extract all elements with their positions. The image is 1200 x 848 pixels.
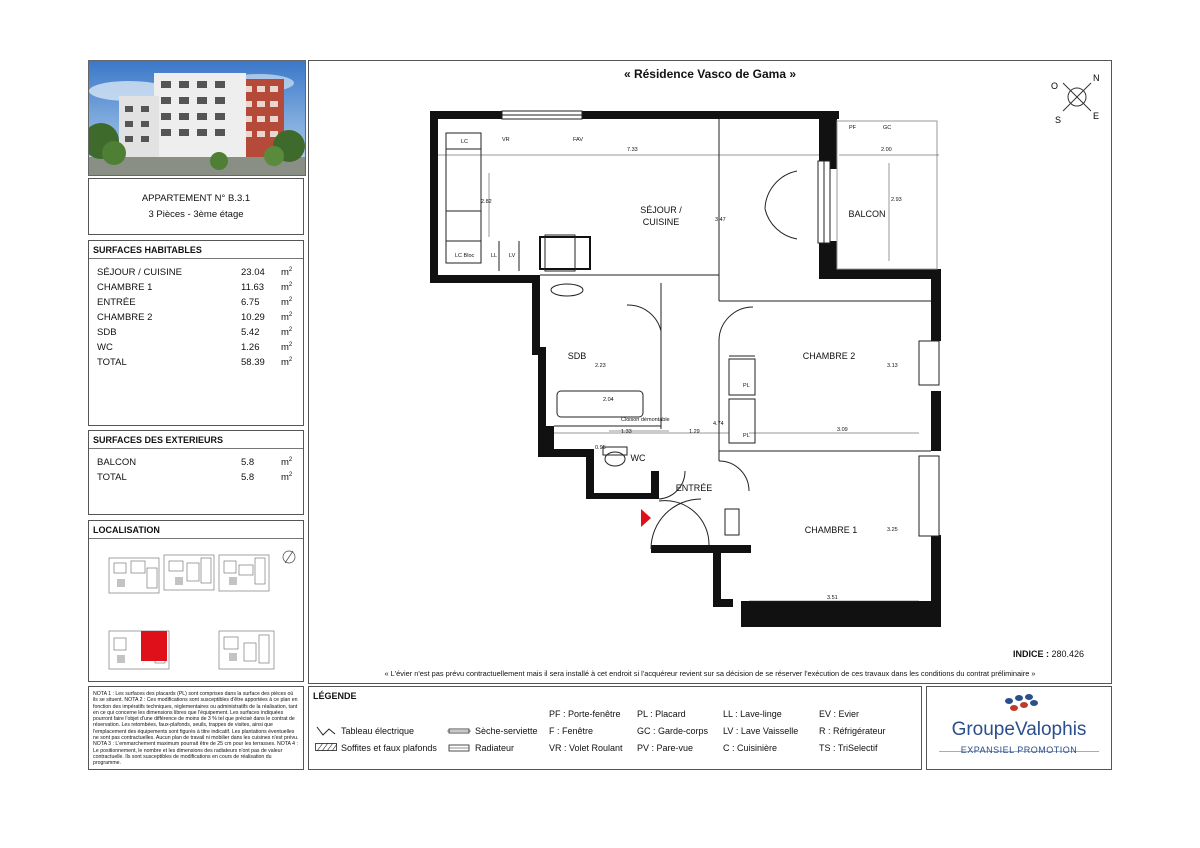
localisation-panel xyxy=(88,520,304,682)
dim-balcon-width: 2.00 xyxy=(881,147,892,153)
logo-brand-a: Groupe xyxy=(951,719,1015,740)
fixture-gc: GC xyxy=(883,125,892,131)
hab-value: 5.42 xyxy=(241,327,260,338)
hab-row xyxy=(97,282,297,293)
notes-text: NOTA 1 : Les surfaces des placards (PL) sont comprises dans la surface des pièces où ils se situent. NOTA 2 : Ces modifications sont susceptibles d'être apportées à ce plan en fonction des impératifs techniques, réglementaires ou administratifs de la réalisation, tant en ce qui concerne les dimensions libres que l'équipement. Les surfaces indiquées pourront faire l'objet d'une différence de moins de 3 % tel que précisé dans le contrat de réservation. Les retombées, faux-plafonds, seuils, trappes de visites, ainsi que l'emplacement des équipements sont figurés à titre indicatif. Les plantations éventuelles ne sont pas contractuelles. Aucun plan de travail ni mobilier dans les cuisines n'est prévu. NOTA 3 : L'emmarchement maximum pourrait être de 25 cm pour les terrasses. NOTA 4 : Le positionnement, le nombre et les dimensions des radiateurs n'ont pas de valeur contractuelle. Ils sont susceptibles de modifications en cours de réalisation du programme. xyxy=(93,691,299,767)
legend-pf: PF : Porte-fenêtre xyxy=(549,709,621,719)
apartment-info xyxy=(88,178,304,235)
room-entree: ENTRÉE xyxy=(675,483,713,493)
indice-value: 280.426 xyxy=(1051,649,1085,659)
hab-label: SDB xyxy=(97,327,117,338)
fixture-lc: LC xyxy=(461,139,469,145)
hab-unit: $m^2$ xyxy=(281,297,293,309)
tableau-electrique-icon xyxy=(315,725,337,737)
apartment-number: APPARTEMENT N° B.3.1 xyxy=(141,193,251,204)
hab-value: 11.63 xyxy=(241,282,265,293)
valophis-logo-icon xyxy=(999,693,1045,715)
dim-balcon-depth: 2.93 xyxy=(891,197,902,203)
fixture-vr: VR xyxy=(502,137,510,143)
hab-row xyxy=(97,357,297,368)
legend-tableau: Tableau électrique xyxy=(341,726,415,736)
ext-unit: $m^2$ xyxy=(281,472,293,484)
room-sejour: SÉJOUR / xyxy=(640,205,682,215)
fixture-pl-1: PL xyxy=(743,383,750,389)
dim-corr-h: 4.74 xyxy=(713,421,724,427)
ext-label: BALCON xyxy=(97,457,137,468)
room-chambre1: CHAMBRE 1 xyxy=(804,525,858,535)
building-photo xyxy=(88,60,306,176)
radiateur-icon xyxy=(447,744,471,752)
fixture-lv: LV xyxy=(509,253,516,259)
legend-ts: TS : TriSelectif xyxy=(819,743,878,753)
legend-pv: PV : Pare-vue xyxy=(637,743,694,753)
compass-s: S xyxy=(1055,115,1062,125)
compass-o: O xyxy=(1051,81,1059,91)
localisation-title: LOCALISATION xyxy=(89,521,303,539)
hab-value: 6.75 xyxy=(241,297,260,308)
logo-panel xyxy=(926,686,1112,770)
compass-n: N xyxy=(1093,73,1100,83)
entrance-marker xyxy=(641,509,651,527)
fixture-lc-bloc: LC Bloc xyxy=(455,253,475,259)
fixture-ll: LL xyxy=(491,253,498,259)
hab-label: ENTRÉE xyxy=(97,297,136,308)
soffites-icon xyxy=(315,743,337,751)
ext-row xyxy=(97,457,297,468)
room-sdb: SDB xyxy=(567,351,587,361)
hab-unit: $m^2$ xyxy=(281,282,293,294)
compass-e: E xyxy=(1093,111,1100,121)
room-balcon: BALCON xyxy=(848,209,886,219)
hab-value: 1.26 xyxy=(241,342,260,353)
dim-ch1-width: 3.51 xyxy=(827,595,838,601)
legend-ll: LL : Lave-linge xyxy=(723,709,782,719)
hab-row xyxy=(97,267,297,278)
surfaces-exterieurs-panel xyxy=(88,430,304,515)
legend-f: F : Fenêtre xyxy=(549,726,594,736)
logo-subtitle: EXPANSIEL PROMOTION xyxy=(960,745,1078,755)
dim-ch2-depth: 3.13 xyxy=(887,363,898,369)
room-cuisine: CUISINE xyxy=(642,217,680,227)
legend-title: LÉGENDE xyxy=(313,691,357,701)
legend-vr: VR : Volet Roulant xyxy=(549,743,623,753)
dim-ch2-width: 3.09 xyxy=(837,427,848,433)
legend-gc: GC : Garde-corps xyxy=(637,726,709,736)
dim-sdb-depth: 2.23 xyxy=(595,363,606,369)
legend-soffites: Soffites et faux plafonds xyxy=(341,743,437,753)
hab-value: 23.04 xyxy=(241,267,265,278)
indice xyxy=(1013,649,1084,659)
ext-label: TOTAL xyxy=(97,472,127,483)
legend-panel xyxy=(308,686,922,770)
hab-value: 58.39 xyxy=(241,357,265,368)
disclaimer: « L'évier n'est pas prévu contractuellement mais il sera installé à cet endroit si l'acquéreur revient sur sa décision de se réserver l'exécution de ces travaux dans les conditions du contrat préliminaire » xyxy=(384,669,1036,678)
hab-label: SÉJOUR / CUISINE xyxy=(97,267,182,278)
hab-row xyxy=(97,342,297,353)
dim-corr1: 1.33 xyxy=(621,429,632,435)
surfaces-habitables-title: SURFACES HABITABLES xyxy=(89,241,303,259)
hab-row xyxy=(97,327,297,338)
fixture-fav: FAV xyxy=(573,137,583,143)
ext-value: 5.8 xyxy=(241,457,255,468)
dim-bath: 2.04 xyxy=(603,397,614,403)
hab-label: TOTAL xyxy=(97,357,127,368)
room-chambre2: CHAMBRE 2 xyxy=(802,351,856,361)
legend-ev: EV : Evier xyxy=(819,709,860,719)
dim-sejour-width: 7.33 xyxy=(627,147,638,153)
legend-radiateur: Radiateur xyxy=(475,743,515,753)
ext-unit: $m^2$ xyxy=(281,457,293,469)
hab-label: CHAMBRE 1 xyxy=(97,282,153,293)
seche-serviette-icon xyxy=(447,727,471,735)
dim-corr2: 1.29 xyxy=(689,429,700,435)
residence-title: « Résidence Vasco de Gama » xyxy=(623,67,797,81)
surfaces-habitables-panel xyxy=(88,240,304,426)
fixture-pl-2: PL xyxy=(743,433,750,439)
legend-r: R : Réfrigérateur xyxy=(819,726,886,736)
hab-unit: $m^2$ xyxy=(281,312,293,324)
room-wc: WC xyxy=(630,453,646,463)
legend-c: C : Cuisinière xyxy=(723,743,778,753)
indice-label: INDICE : xyxy=(1013,649,1049,659)
hab-value: 10.29 xyxy=(241,312,265,323)
logo-brand xyxy=(927,719,1111,741)
ext-row xyxy=(97,472,297,483)
dim-wc: 0.95 xyxy=(595,445,606,451)
hab-unit: $m^2$ xyxy=(281,267,293,279)
notes-panel xyxy=(88,686,304,770)
dim-sejour-depth: 2.82 xyxy=(481,199,492,205)
dim-ch1-depth: 3.25 xyxy=(887,527,898,533)
fixture-pf: PF xyxy=(849,125,857,131)
hab-label: CHAMBRE 2 xyxy=(97,312,153,323)
hab-unit: $m^2$ xyxy=(281,327,293,339)
floor-plan xyxy=(309,61,1111,683)
site-map xyxy=(89,543,303,681)
dim-sejour-mid: 3.47 xyxy=(715,217,726,223)
hab-unit: $m^2$ xyxy=(281,357,293,369)
fixture-cloison: Cloison démontable xyxy=(621,417,670,423)
hab-row xyxy=(97,297,297,308)
legend-pl: PL : Placard xyxy=(637,709,686,719)
plan-panel xyxy=(308,60,1112,684)
hab-row xyxy=(97,312,297,323)
apartment-description: 3 Pièces - 3ème étage xyxy=(148,209,244,220)
legend-lv: LV : Lave Vaisselle xyxy=(723,726,799,736)
hab-unit: $m^2$ xyxy=(281,342,293,354)
surfaces-exterieurs-title: SURFACES DES EXTERIEURS xyxy=(89,431,303,449)
hab-label: WC xyxy=(97,342,113,353)
legend-seche: Sèche-serviette xyxy=(475,726,538,736)
logo-brand-b: Valophis xyxy=(1014,719,1087,740)
ext-value: 5.8 xyxy=(241,472,255,483)
